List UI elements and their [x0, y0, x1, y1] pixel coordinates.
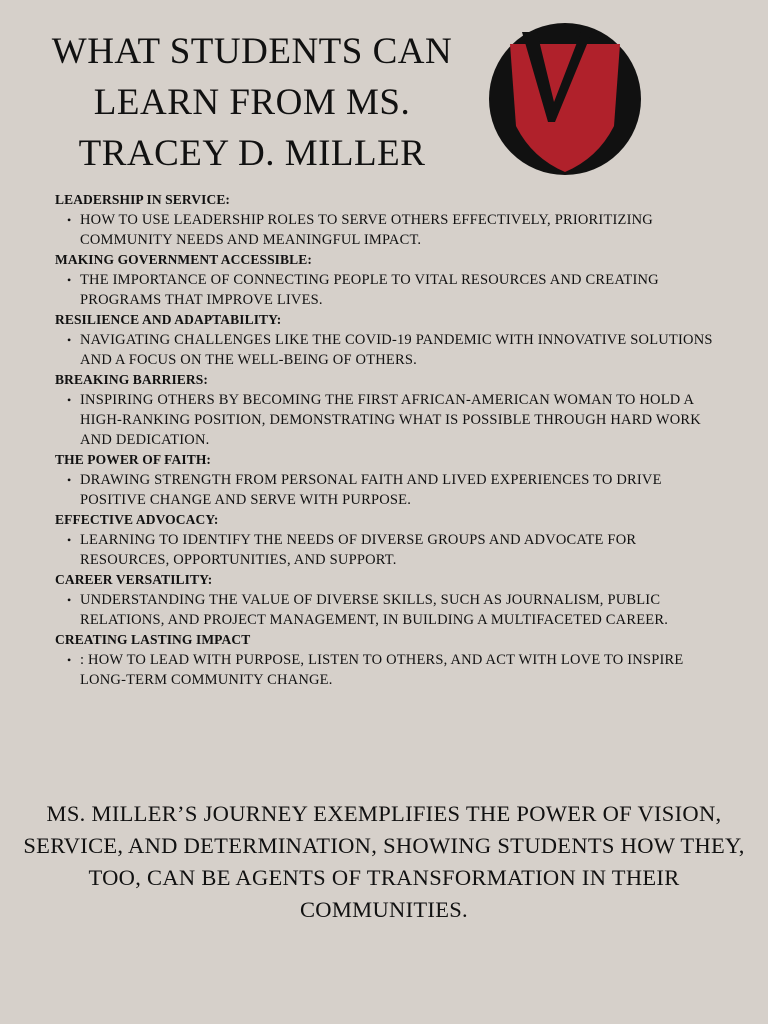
- section-heading: CREATING LASTING IMPACT: [55, 632, 251, 647]
- section-heading: RESILIENCE AND ADAPTABILITY:: [55, 312, 282, 327]
- closing-statement: MS. MILLER’S JOURNEY EXEMPLIFIES THE POWER OF VISION, SERVICE, AND DETERMINATION, SHOWING STUDENTS HOW THEY, TOO, CAN BE AGENTS OF TRANSFORMATION IN THEIR COMMUNITIES.: [23, 801, 745, 922]
- list-item: • DRAWING STRENGTH FROM PERSONAL FAITH AND LIVED EXPERIENCES TO DRIVE POSITIVE CHANGE AND SERVE WITH PURPOSE.: [80, 470, 715, 510]
- lesson-section: [55, 570, 715, 630]
- lesson-section: [55, 450, 715, 510]
- lessons-list: [55, 190, 715, 690]
- lesson-section: [55, 250, 715, 310]
- lesson-section: [55, 190, 715, 250]
- lesson-section: [55, 370, 715, 450]
- lesson-section: [55, 510, 715, 570]
- shield-v-logo-icon: [488, 22, 642, 176]
- list-item: • INSPIRING OTHERS BY BECOMING THE FIRST AFRICAN-AMERICAN WOMAN TO HOLD A HIGH-RANKING POSITION, DEMONSTRATING WHAT IS POSSIBLE THROUGH HARD WORK AND DEDICATION.: [80, 390, 715, 450]
- title-line: LEARN FROM MS.: [93, 82, 411, 123]
- list-item: • NAVIGATING CHALLENGES LIKE THE COVID-19 PANDEMIC WITH INNOVATIVE SOLUTIONS AND A FOCUS ON THE WELL-BEING OF OTHERS.: [80, 330, 715, 370]
- list-item: • THE IMPORTANCE OF CONNECTING PEOPLE TO VITAL RESOURCES AND CREATING PROGRAMS THAT IMPROVE LIVES.: [80, 270, 715, 310]
- section-heading: BREAKING BARRIERS:: [55, 372, 208, 387]
- title-line: WHAT STUDENTS CAN: [51, 31, 453, 72]
- title-line: TRACEY D. MILLER: [78, 133, 426, 174]
- lesson-section: [55, 630, 715, 690]
- section-heading: CAREER VERSATILITY:: [55, 572, 213, 587]
- section-heading: MAKING GOVERNMENT ACCESSIBLE:: [55, 252, 312, 267]
- list-item: • : HOW TO LEAD WITH PURPOSE, LISTEN TO OTHERS, AND ACT WITH LOVE TO INSPIRE LONG-TERM COMMUNITY CHANGE.: [80, 650, 715, 690]
- section-heading: EFFECTIVE ADVOCACY:: [55, 512, 219, 527]
- section-heading: LEADERSHIP IN SERVICE:: [55, 192, 231, 207]
- section-heading: THE POWER OF FAITH:: [55, 452, 212, 467]
- list-item: • UNDERSTANDING THE VALUE OF DIVERSE SKILLS, SUCH AS JOURNALISM, PUBLIC RELATIONS, AND PROJECT MANAGEMENT, IN BUILDING A MULTIFACETED CAREER.: [80, 590, 715, 630]
- page-title: [22, 26, 482, 179]
- list-item: • LEARNING TO IDENTIFY THE NEEDS OF DIVERSE GROUPS AND ADVOCATE FOR RESOURCES, OPPORTUNITIES, AND SUPPORT.: [80, 530, 715, 570]
- lesson-section: [55, 310, 715, 370]
- list-item: • HOW TO USE LEADERSHIP ROLES TO SERVE OTHERS EFFECTIVELY, PRIORITIZING COMMUNITY NEEDS AND MEANINGFUL IMPACT.: [80, 210, 715, 250]
